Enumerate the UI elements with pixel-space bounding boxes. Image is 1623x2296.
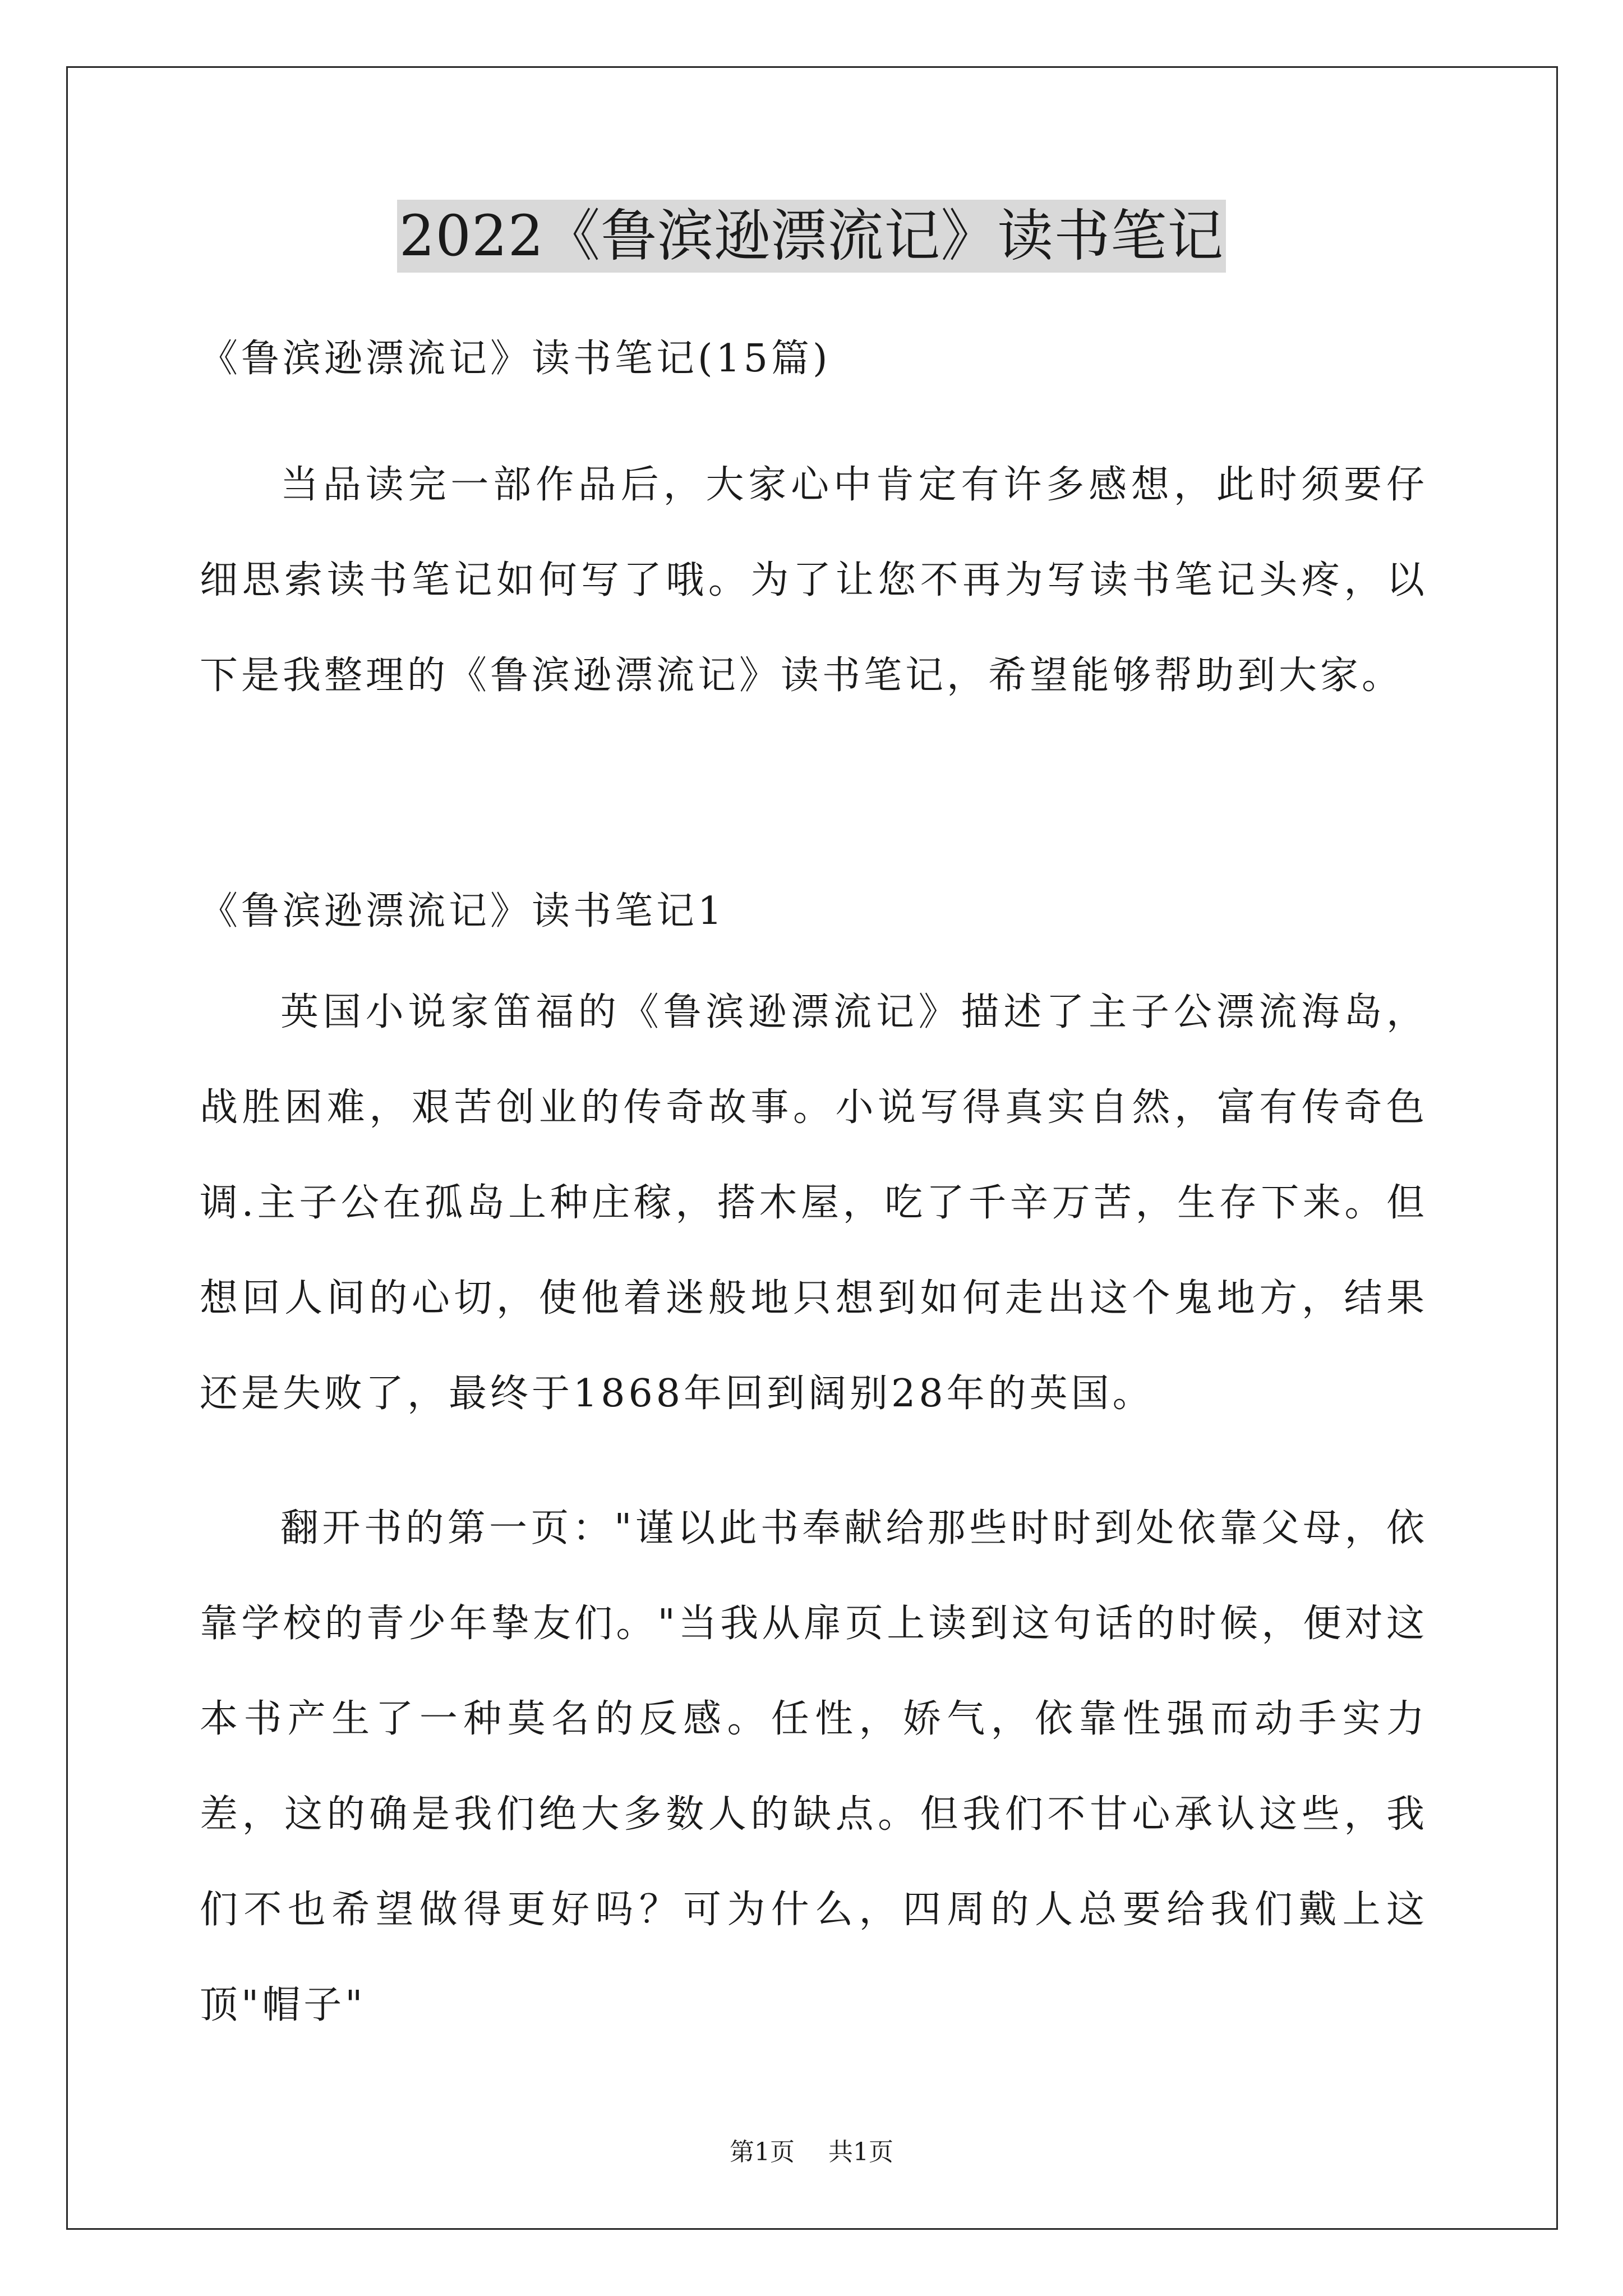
document-title: 2022《鲁滨逊漂流记》读书笔记 xyxy=(397,200,1227,273)
page-number: 第1页 xyxy=(730,2138,795,2166)
page-footer xyxy=(0,2132,1623,2168)
document-subtitle: 《鲁滨逊漂流记》读书笔记(15篇) xyxy=(200,337,831,381)
title-container xyxy=(0,200,1623,273)
page-total: 共1页 xyxy=(828,2138,893,2166)
intro-paragraph: 当品读完一部作品后，大家心中肯定有许多感想，此时须要仔细思索读书笔记如何写了哦。为了让您不再为写读书笔记头疼，以下是我整理的《鲁滨逊漂流记》读书笔记，希望能够帮助到大家。 xyxy=(200,463,1428,698)
body-paragraph-1: 英国小说家笛福的《鲁滨逊漂流记》描述了主子公漂流海岛，战胜困难，艰苦创业的传奇故事。小说写得真实自然，富有传奇色调.主子公在孤岛上种庄稼，搭木屋，吃了千辛万苦，生存下来。但想回人间的心切，使他着迷般地只想到如何走出这个鬼地方，结果还是失败了，最终于1868年回到阔别28年的英国。 xyxy=(200,990,1428,1416)
body-paragraph-2: 翻开书的第一页："谨以此书奉献给那些时时到处依靠父母，依靠学校的青少年挚友们。"当我从扉页上读到这句话的时候，便对这本书产生了一种莫名的反感。任性，娇气，依靠性强而动手实力差，这的确是我们绝大多数人的缺点。但我们不甘心承认这些，我们不也希望做得更好吗？可为什么，四周的人总要给我们戴上这顶"帽子" xyxy=(200,1506,1428,2027)
section-heading: 《鲁滨逊漂流记》读书笔记1 xyxy=(200,889,726,933)
